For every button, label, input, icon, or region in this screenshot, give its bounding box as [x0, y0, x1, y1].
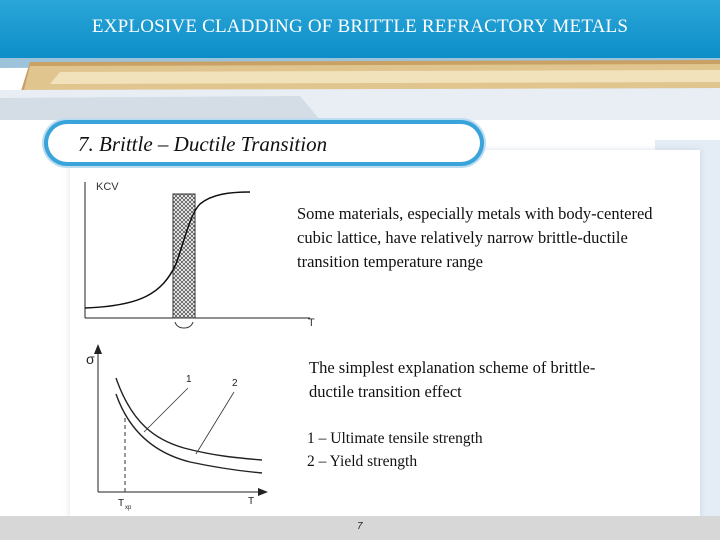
scheme-description: The simplest explanation scheme of brittle-ductile transition effect	[309, 358, 596, 401]
kcv-curve	[85, 192, 250, 308]
curve-legend	[307, 427, 627, 473]
sigma-label: σ	[86, 351, 95, 367]
t-xp-subscript: xp	[125, 505, 132, 511]
kcv-axis-label: KCV	[96, 181, 119, 193]
t-xp-label: T	[118, 498, 125, 509]
bcc-description: Some materials, especially metals with body-centered cubic lattice, have relatively narrow brittle-ductile transition temperature range	[297, 204, 653, 271]
kcv-transition-diagram	[80, 172, 320, 340]
legend-item-2: 2 – Yield strength	[307, 453, 418, 470]
transition-range-band	[173, 194, 195, 318]
curve-2-label: 2	[232, 378, 238, 389]
temperature-label: T	[248, 496, 255, 507]
strength-temperature-diagram	[78, 338, 278, 518]
presentation-title: EXPLOSIVE CLADDING OF BRITTLE REFRACTORY METALS	[91, 16, 629, 37]
section-heading-inner	[48, 124, 480, 162]
page-number: 7	[357, 521, 363, 532]
section-heading: 7. Brittle – Ductile Transition	[78, 132, 328, 156]
t-axis-label: T	[308, 317, 315, 329]
decorative-banner	[0, 58, 720, 120]
legend-item-1: 1 – Ultimate tensile strength	[307, 430, 483, 447]
curve-1-label: 1	[186, 374, 192, 385]
section-heading-box	[44, 120, 484, 166]
range-brace	[175, 322, 193, 328]
title-bar	[0, 0, 720, 58]
